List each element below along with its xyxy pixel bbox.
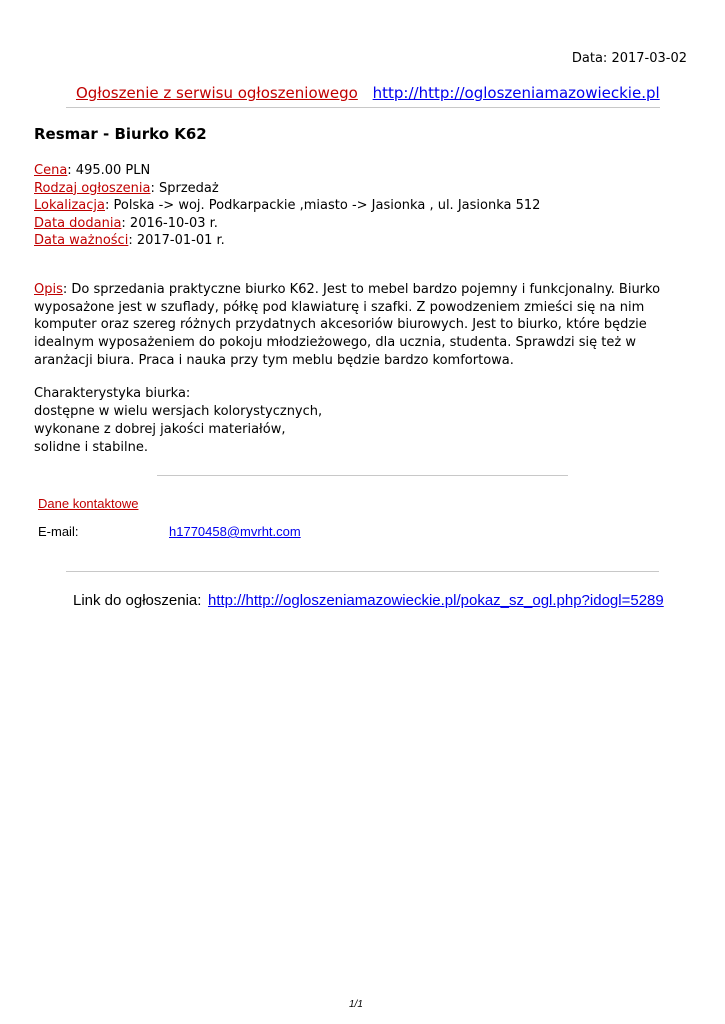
field-label: Rodzaj ogłoszenia	[34, 180, 151, 196]
contact-divider	[66, 571, 659, 572]
field-label: Cena	[34, 163, 68, 178]
characteristics	[34, 385, 322, 457]
document-date: Data: 2017-03-02	[571, 51, 687, 66]
field-value: : 2016-10-03 r.	[121, 215, 218, 231]
ad-link-label: Link do ogłoszenia:	[73, 592, 202, 609]
characteristics-heading: Charakterystyka biurka:	[34, 386, 191, 401]
source-url-link[interactable]: http://http://ogloszeniamazowieckie.pl	[372, 84, 660, 102]
email-link[interactable]: h1770458@mvrht.com	[169, 524, 301, 539]
characteristics-item: solidne i stabilne.	[34, 440, 148, 455]
field-type	[34, 180, 540, 198]
field-location	[34, 197, 540, 215]
characteristics-item: dostępne w wielu wersjach kolorystycznych,	[34, 404, 323, 419]
field-label: Data ważności	[34, 233, 129, 248]
field-expiry-date	[34, 232, 540, 250]
header-divider	[66, 107, 660, 108]
description-text: : Do sprzedania praktyczne biurko K62. Jest to mebel bardzo pojemny i funkcjonalny. Biurko wyposażone jest w szuflady, półkę pod klawiaturę i szafki. Z powodzeniem zmieści się na nim komputer oraz szereg różnych przydatnych akcesoriów biurowych. Jest to biurko, które będzie idealnym wyposażeniem do pokoju młodzieżowego, dla ucznia, studenta. Sprawdzi się też w aranżacji biura. Praca i nauka przy tym meblu będzie bardzo komfortowa.	[34, 282, 661, 368]
source-label[interactable]: Ogłoszenie z serwisu ogłoszeniowego	[76, 84, 358, 102]
field-added-date	[34, 215, 540, 233]
field-label: Data dodania	[34, 215, 122, 231]
characteristics-item: wykonane z dobrej jakości materiałów,	[34, 422, 286, 437]
description-label: Opis	[34, 282, 63, 297]
content-divider	[157, 475, 568, 476]
email-label: E-mail:	[38, 524, 79, 539]
ad-description	[34, 281, 684, 370]
field-value: : 2017-01-01 r.	[128, 233, 225, 248]
page-number: 1/1	[349, 999, 363, 1010]
field-value: : 495.00 PLN	[67, 163, 151, 178]
field-label: Lokalizacja	[34, 198, 105, 213]
ad-link-url[interactable]: http://http://ogloszeniamazowieckie.pl/pokaz_sz_ogl.php?idogl=5289	[208, 592, 664, 609]
source-header	[76, 84, 660, 102]
ad-details	[34, 162, 540, 250]
field-value: : Sprzedaż	[150, 180, 219, 196]
ad-title: Resmar - Biurko K62	[34, 125, 207, 143]
field-price	[34, 162, 540, 180]
field-value: : Polska -> woj. Podkarpackie ,miasto -> Jasionka , ul. Jasionka 512	[104, 198, 541, 213]
contact-section-title: Dane kontaktowe	[38, 496, 139, 511]
